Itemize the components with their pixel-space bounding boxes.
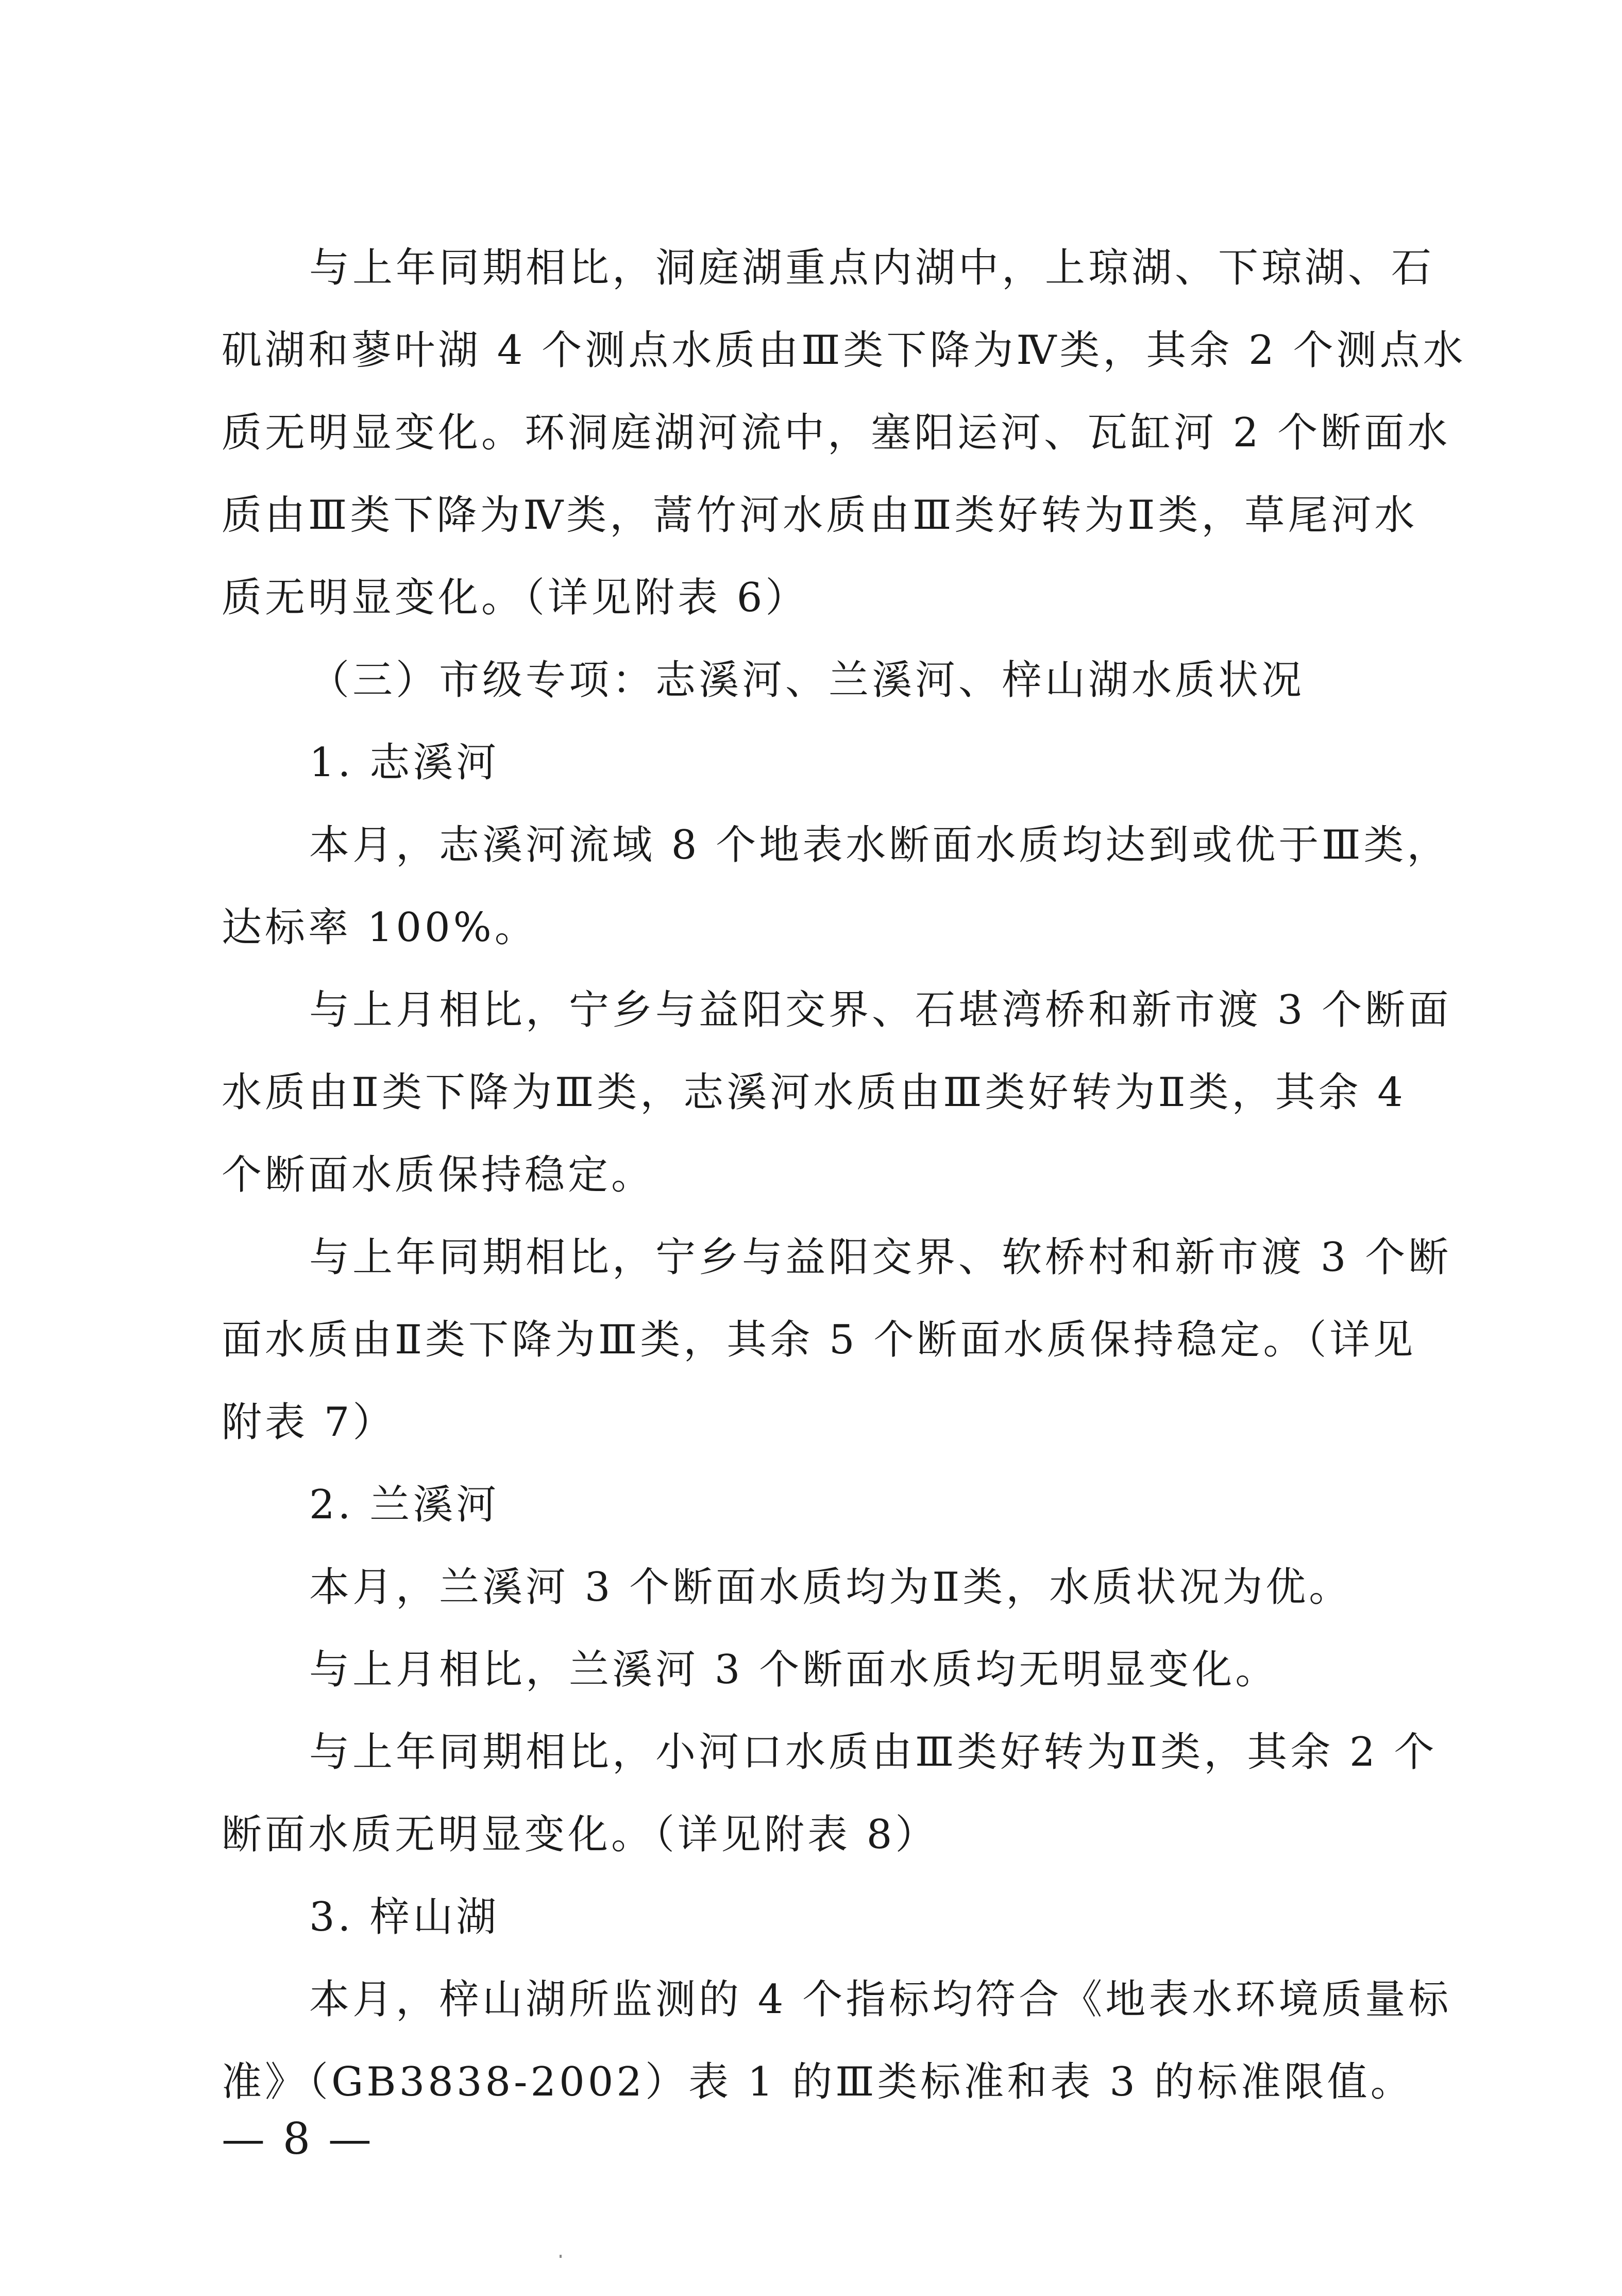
scan-speck	[560, 2255, 562, 2258]
paragraph-line: 本月，兰溪河 3 个断面水质均为Ⅱ类，水质状况为优。	[309, 1564, 1353, 1611]
paragraph-line: 达标率 100%。	[222, 904, 538, 951]
subsection-heading: 1. 志溪河	[309, 740, 500, 786]
page-number: — 8 —	[222, 2114, 374, 2164]
paragraph-line: 断面水质无明显变化。（详见附表 8）	[222, 1812, 939, 1858]
paragraph-line: 与上年同期相比，宁乡与益阳交界、软桥村和新市渡 3 个断	[309, 1234, 1452, 1281]
paragraph-line: 与上月相比，宁乡与益阳交界、石堪湾桥和新市渡 3 个断面	[309, 987, 1452, 1033]
document-body	[222, 227, 1466, 2123]
paragraph-line: 质无明显变化。（详见附表 6）	[222, 575, 809, 621]
paragraph-line: 与上年同期相比，洞庭湖重点内湖中，上琼湖、下琼湖、石	[309, 245, 1435, 291]
paragraph-line: 附表 7）	[222, 1399, 396, 1446]
subsection-heading: 2. 兰溪河	[309, 1482, 500, 1528]
paragraph-line: 水质由Ⅱ类下降为Ⅲ类，志溪河水质由Ⅲ类好转为Ⅱ类，其余 4	[222, 1069, 1406, 1116]
paragraph-line: 本月，志溪河流域 8 个地表水断面水质均达到或优于Ⅲ类，	[309, 822, 1450, 868]
paragraph-line: 准》（GB3838-2002）表 1 的Ⅲ类标准和表 3 的标准限值。	[222, 2059, 1414, 2105]
paragraph-line: 个断面水质保持稳定。	[222, 1152, 655, 1198]
section-heading: （三）市级专项：志溪河、兰溪河、梓山湖水质状况	[309, 657, 1305, 703]
paragraph-line: 面水质由Ⅱ类下降为Ⅲ类，其余 5 个断面水质保持稳定。（详见	[222, 1317, 1416, 1363]
paragraph-line: 质由Ⅲ类下降为Ⅳ类，蒿竹河水质由Ⅲ类好转为Ⅱ类，草尾河水	[222, 492, 1418, 539]
paragraph-line: 与上年同期相比，小河口水质由Ⅲ类好转为Ⅱ类，其余 2 个	[309, 1729, 1438, 1775]
paragraph-line: 本月，梓山湖所监测的 4 个指标均符合《地表水环境质量标	[309, 1976, 1452, 2023]
paragraph-line: 矶湖和蓼叶湖 4 个测点水质由Ⅲ类下降为Ⅳ类，其余 2 个测点水	[222, 327, 1466, 374]
paragraph-line: 与上月相比，兰溪河 3 个断面水质均无明显变化。	[309, 1647, 1279, 1693]
paragraph-line: 质无明显变化。环洞庭湖河流中，塞阳运河、瓦缸河 2 个断面水	[222, 410, 1451, 456]
subsection-heading: 3. 梓山湖	[309, 1894, 500, 1940]
